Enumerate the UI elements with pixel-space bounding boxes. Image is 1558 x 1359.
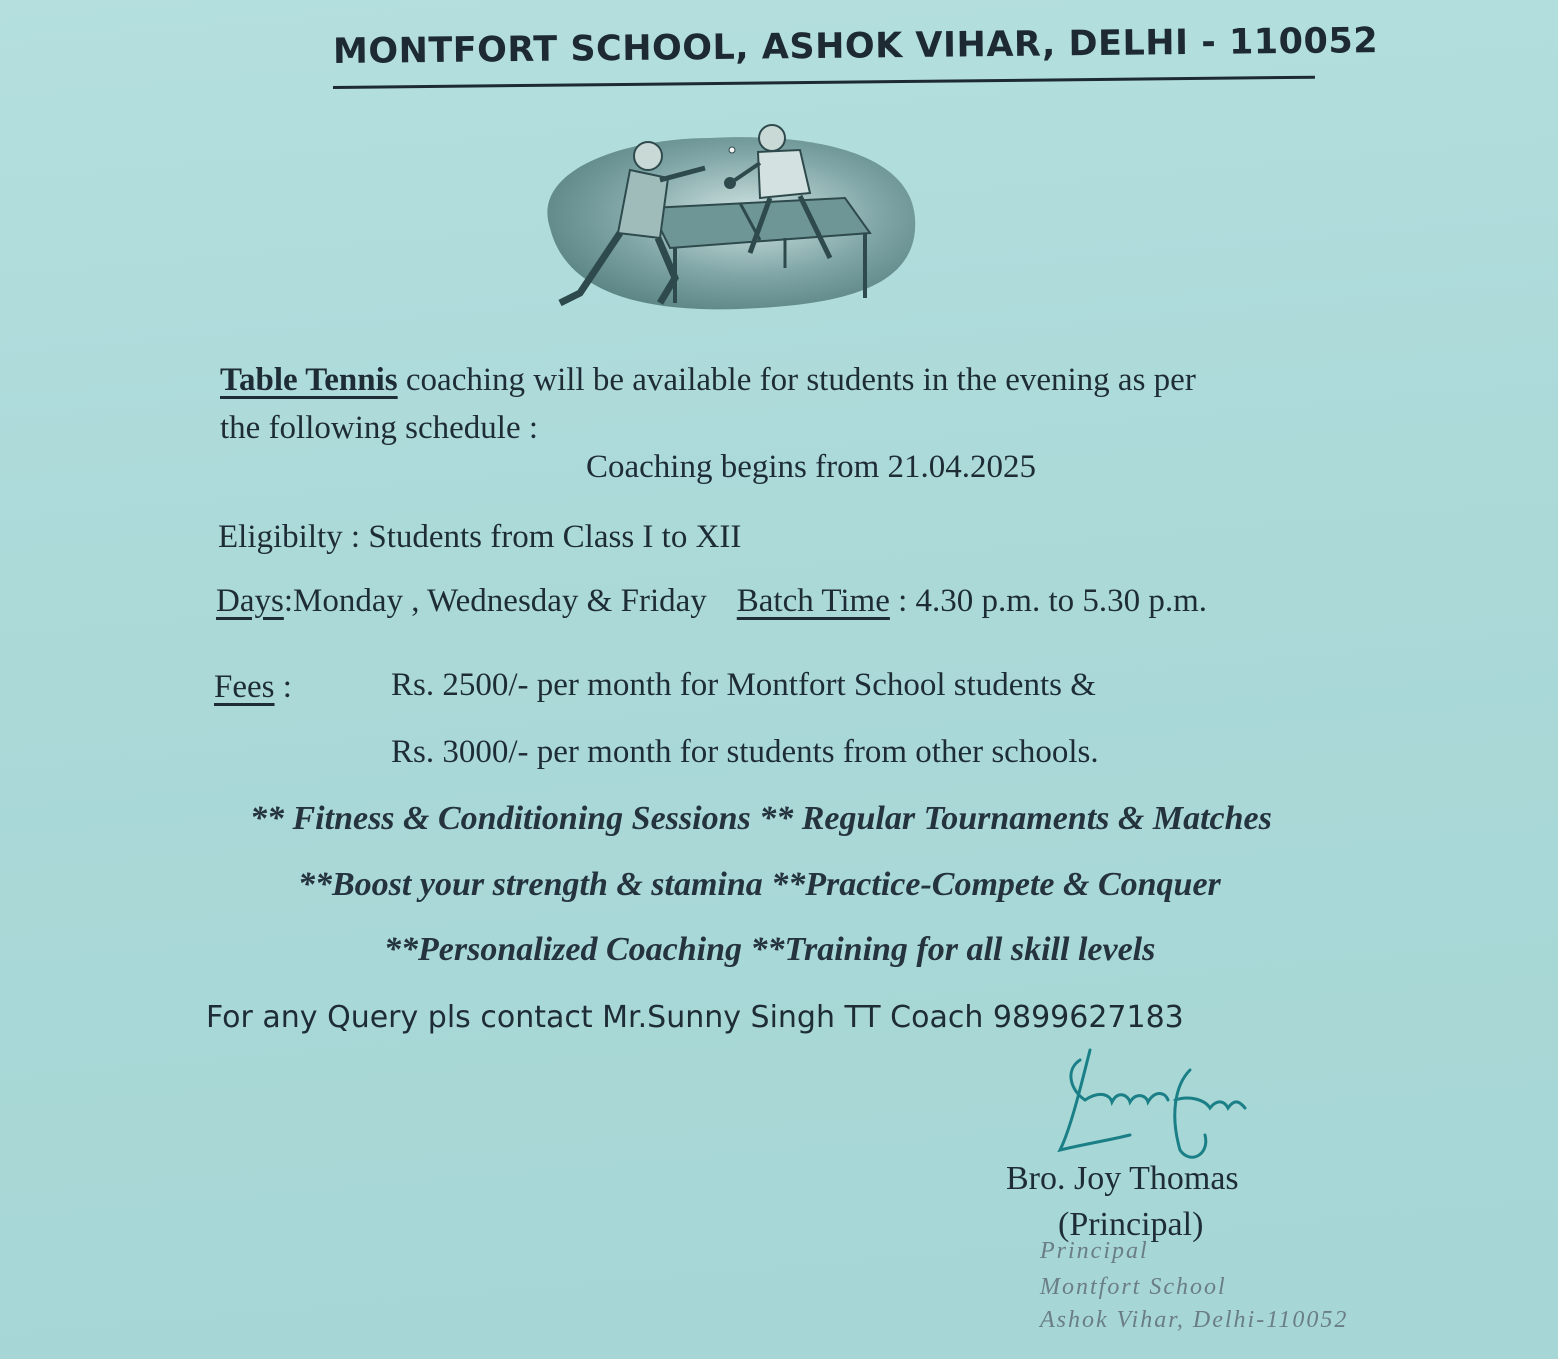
fees-label: Fees: [214, 669, 275, 705]
fee-other-schools: Rs. 3000/- per month for students from other schools.: [391, 734, 1099, 770]
intro-text: coaching will be available for students in the evening as per: [397, 362, 1196, 398]
intro-line-2: the following schedule :: [220, 410, 539, 446]
contact-line: For any Query pls contact Mr.Sunny Singh TT Coach 9899627183: [206, 1000, 1184, 1035]
stamp-line-3: Ashok Vihar, Delhi-110052: [1040, 1307, 1349, 1333]
days-line: [216, 583, 1207, 620]
stamp-line-1: Principal: [1040, 1238, 1149, 1264]
feature-line-3: **Personalized Coaching **Training for all skill levels: [384, 931, 1156, 968]
stamp-line-2: Montfort School: [1040, 1274, 1227, 1300]
batch-time-value: : 4.30 p.m. to 5.30 p.m.: [889, 583, 1208, 619]
title-underline: [333, 76, 1315, 89]
days-value: :Monday , Wednesday & Friday: [283, 583, 707, 619]
fees-label-line: [214, 669, 292, 706]
coaching-start-date: Coaching begins from 21.04.2025: [586, 449, 1037, 485]
sport-name: Table Tennis: [220, 362, 398, 398]
intro-line-1: [220, 362, 1196, 399]
table-tennis-players-icon: [510, 108, 930, 348]
fees-colon: :: [274, 669, 292, 705]
principal-role: (Principal): [1058, 1206, 1204, 1243]
eligibility: Eligibilty : Students from Class I to XII: [218, 519, 742, 555]
feature-line-1: ** Fitness & Conditioning Sessions ** Regular Tournaments & Matches: [250, 800, 1272, 837]
principal-name: Bro. Joy Thomas: [1006, 1160, 1239, 1197]
feature-line-2: **Boost your strength & stamina **Practice-Compete & Conquer: [298, 866, 1221, 903]
school-title: MONTFORT SCHOOL, ASHOK VIHAR, DELHI - 110052: [332, 21, 1379, 72]
batch-time-label: Batch Time: [736, 583, 890, 619]
fee-montfort: Rs. 2500/- per month for Montfort School students &: [391, 667, 1096, 703]
signature-icon: [1040, 1040, 1260, 1170]
days-label: Days: [216, 583, 284, 619]
